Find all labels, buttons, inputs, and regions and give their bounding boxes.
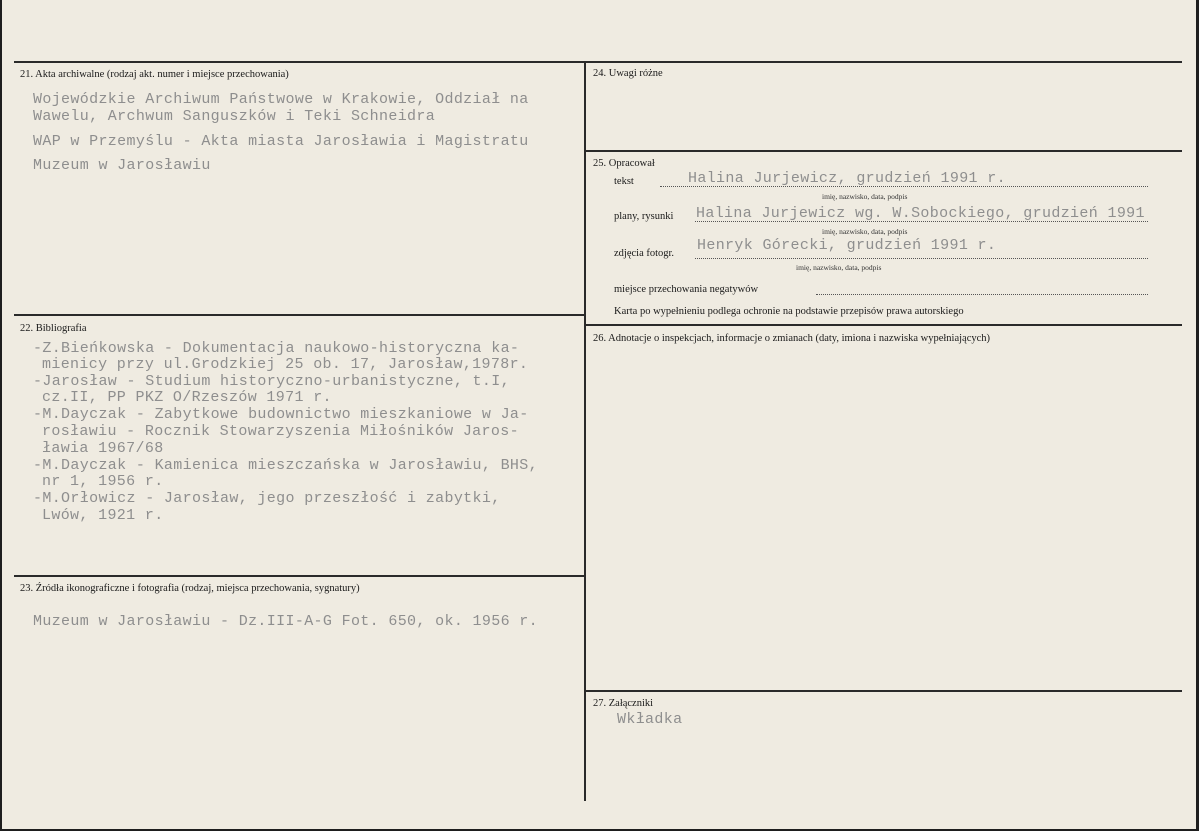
bibliography-line-1: -Z.Bieńkowska - Dokumentacja naukowo-historyczna ka-	[33, 340, 520, 357]
zdjecia-label: zdjęcia fotogr.	[614, 248, 675, 259]
section-21-line-1: Wojewódzkie Archiwum Państwowe w Krakowie, Oddział na	[33, 91, 529, 108]
bibliography-line-11: Lwów, 1921 r.	[42, 507, 164, 524]
section-21-line-2: Wawelu, Archwum Sanguszków i Teki Schneidra	[33, 108, 436, 125]
plany-value: Halina Jurjewicz wg. W.Sobockiego, grudzień 1991	[696, 205, 1145, 222]
tekst-value: Halina Jurjewicz, grudzień 1991 r.	[688, 170, 1006, 187]
section-21-label: 21. Akta archiwalne (rodzaj akt. numer i miejsce przechowania)	[20, 69, 289, 80]
bibliography-line-9: nr 1, 1956 r.	[42, 473, 164, 490]
section-24-label: 24. Uwagi różne	[593, 68, 663, 79]
card-edge-left	[0, 0, 2, 831]
karta-note: Karta po wypełnieniu podlega ochronie na podstawie przepisów prawa autorskiego	[614, 306, 964, 317]
section-25-label: 25. Opracował	[593, 158, 655, 169]
bibliography-line-3: -Jarosław - Studium historyczno-urbanistyczne, t.I,	[33, 373, 510, 390]
bibliography-line-4: cz.II, PP PKZ O/Rzeszów 1971 r.	[42, 389, 332, 406]
bibliography-line-10: -M.Orłowicz - Jarosław, jego przeszłość i zabytki,	[33, 490, 501, 507]
bibliography-line-6: rosławiu - Rocznik Stowarzyszenia Miłośników Jaros-	[42, 423, 519, 440]
tekst-label: tekst	[614, 176, 634, 187]
rule-24-25	[586, 150, 1182, 152]
negatywy-label: miejsce przechowania negatywów	[614, 284, 759, 295]
rule-21-22	[14, 314, 584, 316]
rule-22-23	[14, 575, 584, 577]
bibliography-line-5: -M.Dayczak - Zabytkowe budownictwo mieszkaniowe w Ja-	[33, 406, 529, 423]
section-27-label: 27. Załączniki	[593, 698, 654, 709]
section-22-label: 22. Bibliografia	[20, 323, 87, 334]
section-21-line-3: WAP w Przemyślu - Akta miasta Jarosławia i Magistratu	[33, 133, 529, 150]
bibliography-line-7: ławia 1967/68	[42, 440, 164, 457]
zdjecia-value: Henryk Górecki, grudzień 1991 r.	[697, 237, 997, 254]
top-rule	[14, 61, 1182, 63]
section-23-label: 23. Źródła ikonograficzne i fotografia (rodzaj, miejsca przechowania, sygnatury)	[20, 583, 360, 594]
tekst-caption: imię, nazwisko, data, podpis	[822, 192, 908, 201]
rule-26-27	[586, 690, 1182, 692]
zdjecia-caption: imię, nazwisko, data, podpis	[796, 263, 882, 272]
section-21-line-4: Muzeum w Jarosławiu	[33, 157, 211, 174]
plany-label: plany, rysunki	[614, 211, 674, 222]
section-26-label: 26. Adnotacje o inspekcjach, informacje o zmianach (daty, imiona i nazwiska wypełniających)	[593, 333, 991, 344]
plany-caption: imię, nazwisko, data, podpis	[822, 227, 908, 236]
bibliography-line-2: mienicy przy ul.Grodzkiej 25 ob. 17, Jarosław,1978r.	[42, 356, 529, 373]
zdjecia-dotted-line	[695, 258, 1148, 259]
rule-25-26	[586, 324, 1182, 326]
section-27-value: Wkładka	[617, 711, 683, 728]
section-23-line: Muzeum w Jarosławiu - Dz.III-A-G Fot. 650, ok. 1956 r.	[33, 613, 538, 630]
bibliography-line-8: -M.Dayczak - Kamienica mieszczańska w Jarosławiu, BHS,	[33, 457, 538, 474]
negatywy-dotted-line	[816, 294, 1148, 295]
